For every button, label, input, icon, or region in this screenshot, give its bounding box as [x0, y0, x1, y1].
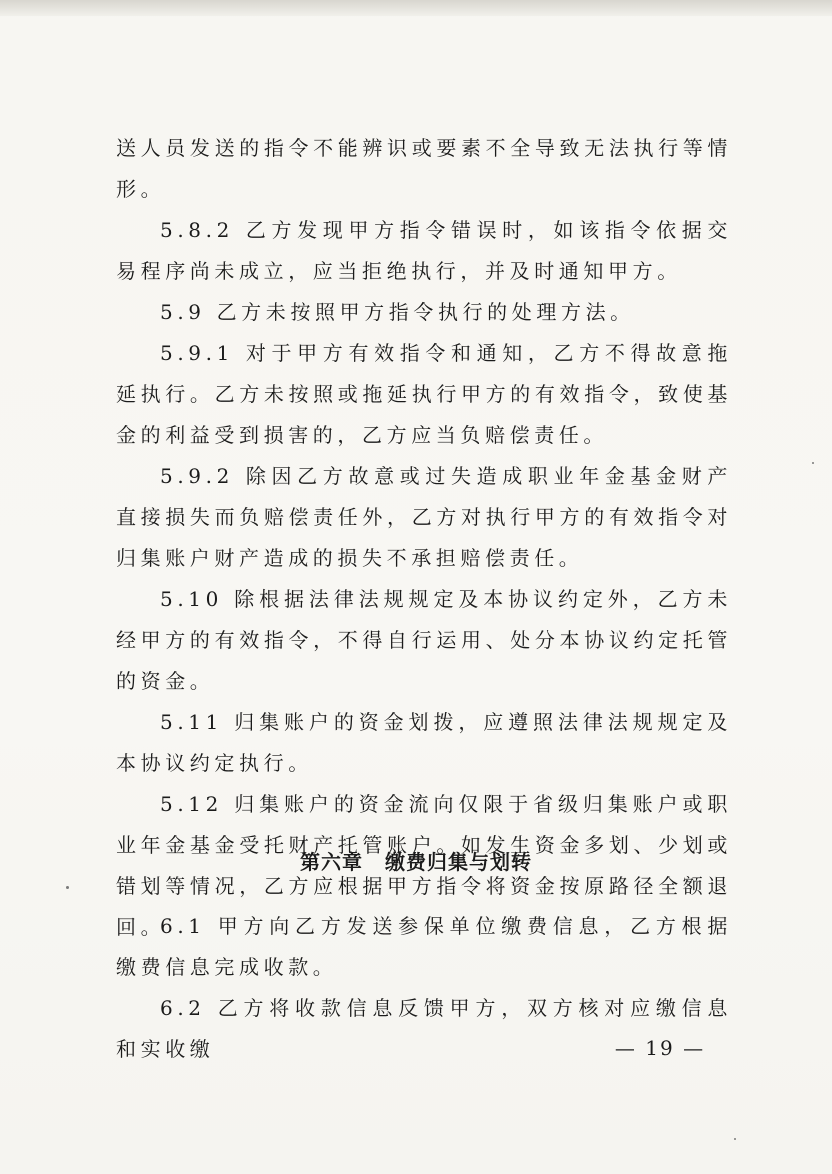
paragraph: 5.8.2 乙方发现甲方指令错误时，如该指令依据交易程序尚未成立，应当拒绝执行，并及时通知甲方。	[116, 218, 732, 283]
paragraph: 5.9 乙方未按照甲方指令执行的处理方法。	[160, 300, 635, 324]
paragraph: 6.2 乙方将收款信息反馈甲方，双方核对应缴信息和实收缴	[116, 996, 732, 1061]
paragraph: 5.9.2 除因乙方故意或过失造成职业年金基金财产直接损失而负赔偿责任外，乙方对执行甲方的有效指令对归集账户财产造成的损失不承担赔偿责任。	[116, 464, 732, 570]
paragraph: 5.12 归集账户的资金流向仅限于省级归集账户或职业年金基金受托财产托管账户。如发生资金多划、少划或错划等情况，乙方应根据甲方指令将资金按原路径全额退回。	[116, 792, 732, 939]
paragraph: 5.10 除根据法律法规规定及本协议约定外，乙方未经甲方的有效指令，不得自行运用、处分本协议约定托管的资金。	[116, 587, 732, 693]
paragraph: 6.1 甲方向乙方发送参保单位缴费信息，乙方根据缴费信息完成收款。	[116, 914, 732, 979]
body-text-upper	[116, 128, 732, 948]
paragraph: 5.9.1 对于甲方有效指令和通知，乙方不得故意拖延执行。乙方未按照或拖延执行甲方的有效指令，致使基金的利益受到损害的，乙方应当负赔偿责任。	[116, 341, 732, 447]
chapter-heading	[0, 846, 832, 875]
scan-speck	[734, 1138, 736, 1140]
scan-edge	[0, 0, 832, 16]
chapter-title: 缴费归集与划转	[385, 850, 532, 874]
chapter-number: 第六章	[300, 850, 363, 874]
paragraph: 送人员发送的指令不能辨识或要素不全导致无法执行等情形。	[116, 136, 732, 201]
scan-speck	[66, 886, 69, 889]
page-number: — 19 —	[614, 1036, 706, 1060]
paragraph: 5.11 归集账户的资金划拨，应遵照法律法规规定及本协议约定执行。	[116, 710, 732, 775]
scan-speck	[812, 462, 814, 464]
